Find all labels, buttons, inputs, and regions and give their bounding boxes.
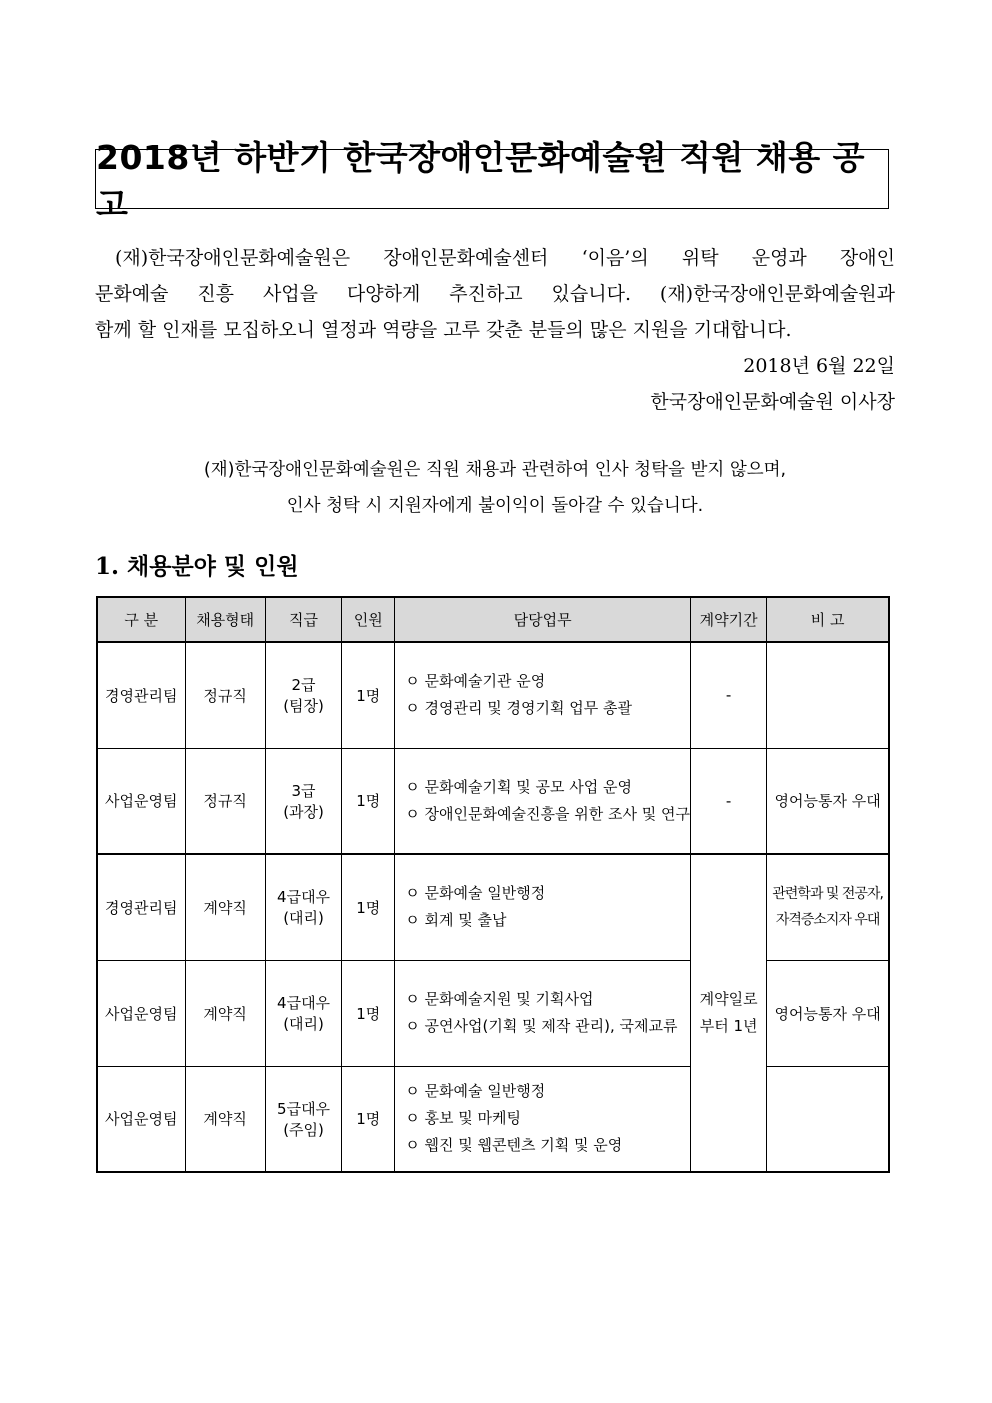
remarks-cell: 영어능통자 우대 [767,960,889,1066]
grade-cell [265,748,342,854]
grade-title: (주임) [283,1120,324,1139]
duty-item: ㅇ 장애인문화예술진흥을 위한 조사 및 연구 [405,801,690,828]
announcement-title: 2018년 하반기 한국장애인문화예술원 직원 채용 공고 [95,149,889,209]
duty-item: ㅇ 문화예술지원 및 기획사업 [405,986,690,1013]
duty-item: ㅇ 문화예술 일반행정 [405,880,690,907]
grade-title: (대리) [283,1015,324,1033]
duties-cell [395,642,691,748]
grade-level: 4급대우 [277,994,331,1012]
remarks-cell [767,1066,889,1172]
table-row [97,960,889,1066]
header-division: 구 분 [97,597,185,642]
announcement-date: 2018년 6월 22일 [743,355,895,377]
period-cell: - [690,748,766,854]
grade-cell [265,854,342,960]
duty-item: ㅇ 문화예술 일반행정 [405,1078,690,1105]
header-remarks: 비 고 [767,597,889,642]
count-cell: 1명 [342,642,395,748]
notice-line-1: (재)한국장애인문화예술원은 직원 채용과 관련하여 인사 청탁을 받지 않으며, [203,460,787,480]
signature: 한국장애인문화예술원 이사장 [650,391,895,413]
table-row [97,854,889,960]
team-cell: 경영관리팀 [97,642,185,748]
section-title: 1. 채용분야 및 인원 [95,553,299,580]
period-cell: - [690,642,766,748]
type-cell: 계약직 [185,1066,265,1172]
team-cell: 사업운영팀 [97,1066,185,1172]
grade-level: 2급 [291,676,316,695]
duty-item: ㅇ 문화예술기획 및 공모 사업 운영 [405,774,690,801]
table-row [97,1066,889,1172]
grade-level: 4급대우 [277,888,331,907]
duty-item: ㅇ 경영관리 및 경영기획 업무 총괄 [405,695,690,722]
header-duties: 담당업무 [395,597,691,642]
team-cell: 사업운영팀 [97,748,185,854]
remarks-cell [767,642,889,748]
type-cell: 계약직 [185,854,265,960]
remarks-line-2: 자격증소지자 우대 [775,912,880,929]
grade-title: (대리) [283,909,324,928]
intro-line-3: 함께 할 인재를 모집하오니 열정과 역량을 고루 갖춘 분들의 많은 지원을 기대합니다. [95,319,792,341]
count-cell: 1명 [342,748,395,854]
duty-item: ㅇ 회계 및 출납 [405,907,690,934]
duties-cell [395,960,691,1066]
team-cell: 사업운영팀 [97,960,185,1066]
grade-cell [265,642,342,748]
intro-paragraph [95,240,895,420]
remarks-cell [767,854,889,960]
duties-cell [395,748,691,854]
grade-cell [265,1066,342,1172]
count-cell: 1명 [342,1066,395,1172]
duty-item: ㅇ 홍보 및 마케팅 [405,1105,690,1132]
header-employment-type: 채용형태 [185,597,265,642]
type-cell: 정규직 [185,642,265,748]
grade-cell [265,960,342,1066]
solicitation-notice [95,452,895,524]
header-grade: 직급 [265,597,342,642]
contract-period-line-2: 부터 1년 [699,1017,758,1035]
contract-period-cell [690,854,766,1172]
count-cell: 1명 [342,854,395,960]
grade-level: 3급 [291,781,316,800]
grade-level: 5급대우 [277,1099,331,1118]
team-cell: 경영관리팀 [97,854,185,960]
notice-line-2: 인사 청탁 시 지원자에게 불이익이 돌아갈 수 있습니다. [286,496,704,516]
header-contract-period: 계약기간 [690,597,766,642]
remarks-cell: 영어능통자 우대 [767,748,889,854]
table-row [97,748,889,854]
duty-item: ㅇ 문화예술기관 운영 [405,668,690,695]
intro-line-1: (재)한국장애인문화예술원은 장애인문화예술센터 ‘이음’의 위탁 운영과 장애인 [115,247,895,269]
type-cell: 계약직 [185,960,265,1066]
table-row [97,642,889,748]
header-headcount: 인원 [342,597,395,642]
duties-cell [395,1066,691,1172]
count-cell: 1명 [342,960,395,1066]
table-header-row [97,597,889,642]
type-cell: 정규직 [185,748,265,854]
duties-cell [395,854,691,960]
recruitment-table [96,596,890,1173]
duty-item: ㅇ 공연사업(기획 및 제작 관리), 국제교류 [405,1013,690,1040]
grade-title: (과장) [283,802,324,821]
duty-item: ㅇ 웹진 및 웹콘텐츠 기획 및 운영 [405,1132,690,1159]
grade-title: (팀장) [283,697,324,716]
intro-line-2: 문화예술 진흥 사업을 다양하게 추진하고 있습니다. (재)한국장애인문화예술원과 [95,283,895,305]
contract-period-line-1: 계약일로 [699,990,758,1008]
remarks-line-1: 관련학과 및 전공자, [772,886,883,903]
